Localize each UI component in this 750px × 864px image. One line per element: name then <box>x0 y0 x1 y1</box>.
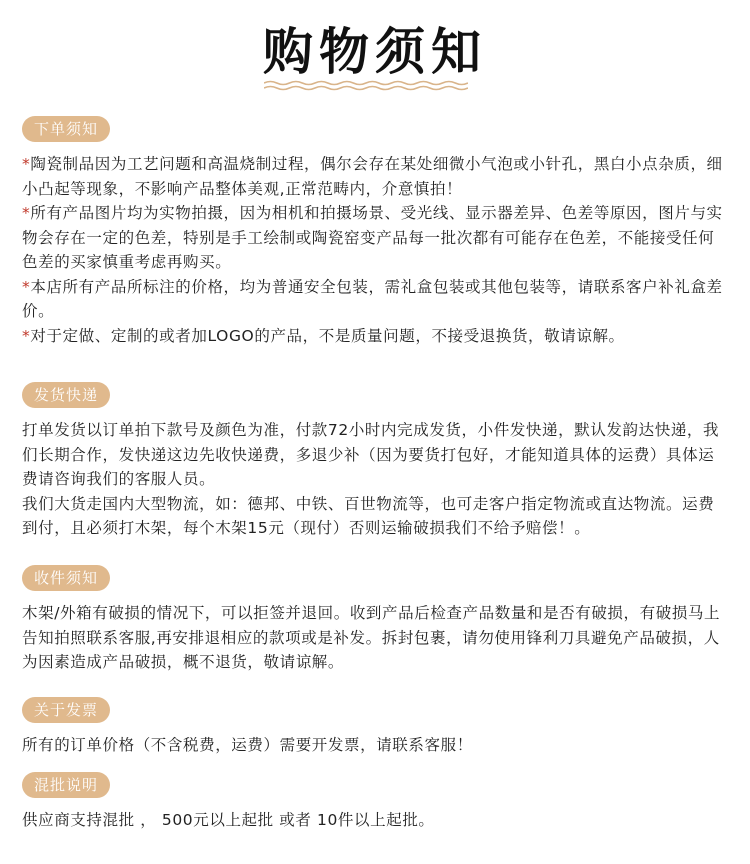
asterisk-mark: * <box>22 204 31 222</box>
section-heading-badge: 发货快递 <box>22 382 110 408</box>
notice-paragraph <box>22 275 728 324</box>
paragraph-text: 所有产品图片均为实物拍摄，因为相机和拍摄场景、受光线、显示器差异、色差等原因，图片与实物会存在一定的色差，特别是手工绘制或陶瓷窑变产品每一批次都有可能存在色差，不能接受任何色差的买家慎重考虑再购买。 <box>22 204 723 271</box>
section-shipping <box>22 382 728 541</box>
notice-paragraph: 供应商支持混批 ， 500元以上起批 或者 10件以上起批。 <box>22 811 435 829</box>
section-body <box>22 601 728 675</box>
wave-ornament-icon <box>264 80 468 92</box>
section-body <box>22 808 728 833</box>
asterisk-mark: * <box>22 155 31 173</box>
notice-paragraph: 我们大货走国内大型物流，如：德邦、中铁、百世物流等，也可走客户指定物流或直达物流。运费到付，且必须打木架，每个木架15元（现付）否则运输破损我们不给予赔偿！。 <box>22 494 715 537</box>
paragraph-text: 陶瓷制品因为工艺问题和高温烧制过程，偶尔会存在某处细微小气泡或小针孔，黑白小点杂质，细小凸起等现象，不影响产品整体美观,正常范畴内，介意慎拍！ <box>22 155 723 198</box>
asterisk-mark: * <box>22 326 31 345</box>
section-heading-badge: 混批说明 <box>22 772 110 798</box>
section-invoice <box>22 697 728 758</box>
section-body <box>22 152 728 348</box>
section-body <box>22 418 728 541</box>
notice-paragraph: 打单发货以订单拍下款号及颜色为准，付款72小时内完成发货，小件发快递，默认发韵达快递，我们长期合作，发快递这边先收快递费，多退少补（因为要货打包好，才能知道具体的运费）具体运费请咨询我们的客服人员。 <box>22 421 720 488</box>
notice-paragraph <box>22 201 728 275</box>
notice-paragraph: 木架/外箱有破损的情况下，可以拒签并退回。收到产品后检查产品数量和是否有破损，有破损马上告知拍照联系客服,再安排退相应的款项或是补发。拆封包裹，请勿使用锋利刀具避免产品破损，人为因素造成产品破损，概不退货，敬请谅解。 <box>22 604 721 671</box>
section-receiving <box>22 565 728 675</box>
section-heading-badge: 关于发票 <box>22 697 110 723</box>
paragraph-text: 对于定做、定制的或者加LOGO的产品，不是质量问题，不接受退换货，敬请谅解。 <box>30 326 625 345</box>
section-order-notice <box>22 116 728 348</box>
notice-paragraph <box>22 324 728 349</box>
notice-paragraph <box>22 152 728 201</box>
paragraph-text: 本店所有产品所标注的价格，均为普通安全包装，需礼盒包装或其他包装等，请联系客户补礼盒差价。 <box>22 277 723 320</box>
section-body <box>22 733 728 758</box>
notice-paragraph: 所有的订单价格（不含税费，运费）需要开发票，请联系客服！ <box>22 736 473 754</box>
page-title: 购物须知 <box>263 22 487 81</box>
asterisk-mark: * <box>22 277 31 296</box>
section-mixed-batch <box>22 772 728 833</box>
section-heading-badge: 下单须知 <box>22 116 110 142</box>
section-heading-badge: 收件须知 <box>22 565 110 591</box>
